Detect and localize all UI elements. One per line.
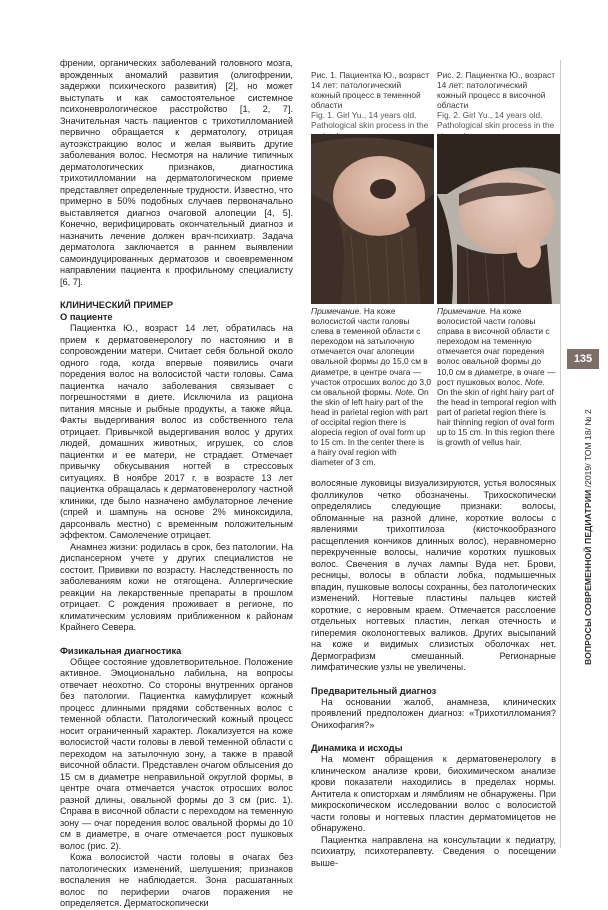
- dynamics-paragraph-2: Пациентка направлена на консультации к педиатру, психиатру, психотерапевту. Сведения о посещении выше-: [311, 834, 556, 868]
- figure-2-note-ru: На коже волосистой части головы справа в височной области с переходом на теменную отмечается очаг поредения волос овальной формы до 10,0 см в диаметре, в очаге — рост пушковых волос.: [437, 306, 556, 387]
- diagnosis-paragraph: На основании жалоб, анамнеза, клинических проявлений предположен диагноз: «Трихотилломания? Онихофагия?»: [311, 696, 556, 730]
- journal-title: ВОПРОСЫ СОВРЕМЕННОЙ ПЕДИАТРИИ: [583, 489, 593, 665]
- figure-1-note-en: On the skin of left hairy part of the head in parietal region with part of occipital region there is alopecia region of oval form up to 15 cm. In the center there is a hairy oval region with diameter of 3 cm.: [311, 386, 429, 468]
- figure-1-caption: [311, 70, 431, 141]
- figure-2-image: [437, 134, 560, 304]
- figure-2-note-en-label: Note.: [524, 376, 545, 387]
- trichoscopy-paragraph: волосяные луковицы визуализируются, устья волосяных фолликулов четко обозначены. Трихоскопически определялись следующие признаки: волосы, обломанные на разной длине, короткие волосы с явлениями трихоптилоза (кисточкообразного расщепления кончиков длинных волос), неравномерно перекрученные волосы, наличие коротких пушковых волос. Свечения в лучах лампы Вуда нет. Брови, ресницы, волосы в области лобка, подмышечных впадин, пушковые волосы сохранны, без патологических изменений. Ногтевые пластины пальцев кистей короткие, с неровным краем. Отмечается расслоение отдельных ногтевых пластин, легкая отечность и гиперемия околоногтевых валиков. Других высыпаний на коже и видимых слизистых оболочках нет. Дермографизм смешанный. Регионарные лимфатические узлы не увеличены.: [311, 478, 556, 672]
- figure-1-note: [311, 306, 431, 468]
- figure-2-note: [437, 306, 557, 447]
- figure-2-photo: [437, 134, 560, 304]
- running-head: [583, 409, 593, 665]
- figure-2-caption-ru: Рис. 2. Пациентка Ю., возраст 14 лет: патологический кожный процесс в височной области: [437, 70, 556, 111]
- figure-1-image: [311, 134, 434, 304]
- dynamics-heading: Динамика и исходы: [311, 743, 403, 753]
- figure-1-photo: [311, 134, 434, 304]
- figure-2-caption: [437, 70, 557, 141]
- journal-issue: /2019/ ТОМ 18/ № 2: [583, 409, 593, 488]
- patient-paragraph: Пациентка Ю., возраст 14 лет, обратилась на прием к дерматовенерологу по настоянию и в сопровождении матери. Считает себя больной около одного года, когда впервые появились очаги поредения волос на волосистой части головы. Сама пациентка начало заболевания связывает с погрешностями в диете. Исключила из рациона питания мясные и рыбные продукты, а также яйца. Факты выдергивания волос из собственного тела отрицает. Привычкой выдергивания волос у других людей, домашних животных, игрушек, со слов пациентки и ее матери, не страдает. Отмечает привычку обкусывания ногтей в стрессовых ситуациях. В ноябре 2017 г. в возрасте 13 лет пациентка обращалась к дерматовенерологу частной клиники, где было назначено амбулаторное лечение (спрей и шампунь на основе 2% миноксидила, дарсонваль местно) с временным положительным эффектом. Самолечение отрицает.: [60, 323, 293, 540]
- figure-2-note-label: Примечание.: [437, 306, 488, 316]
- preliminary-diagnosis-heading: Предварительный диагноз: [311, 685, 437, 696]
- clinical-example-heading: КЛИНИЧЕСКИЙ ПРИМЕР: [60, 300, 174, 310]
- right-column: [311, 478, 556, 869]
- figure-2-caption-en: Fig. 2. Girl Yu., 14 years old. Pathological skin process in the: [437, 110, 555, 131]
- exam-paragraph-2: Кожа волосистой части головы в очагах без патологических изменений, шелушения; признаков воспаления не наблюдается. Зона расшатанных волос по периферии очагов поражения не определяется. Дерматоскопически: [60, 852, 293, 908]
- patient-history-paragraph: Анамнез жизни: родилась в срок, без патологии. На диспансерном учете у других специалистов не состоит. Прививки по возрасту. Наследственность по заболеваниям кожи не отягощена. Аллергические реакции на лекарственные препараты в прошлом отрицает. С рождения проживает в регионе, по климатическим условиям приближенном к районам Крайнего Севера.: [60, 541, 293, 632]
- figure-2-note-en: On the skin of right hairy part of the head in temporal region with part of parietal region there is hair thinning region of oval form up to 15 cm. In this region there is growth of vellus hair.: [437, 386, 557, 448]
- margin-rule: [560, 60, 561, 848]
- figure-1-note-label: Примечание.: [311, 306, 362, 316]
- figure-1-note-ru: На коже волосистой части головы слева в теменной области с переходом на затылочную отмечается очаг алопеции овальной формы до 15,0 см в диаметре, в центре очага — участок отросших волос до 3,0 см овальной формы.: [311, 306, 432, 397]
- physical-exam-heading: Физикальная диагностика: [60, 645, 182, 656]
- about-patient-subheading: О пациенте: [60, 312, 113, 322]
- left-column: [60, 58, 293, 910]
- dynamics-paragraph: На момент обращения к дерматовенерологу в клиническом анализе крови, биохимическом анализе крови показатели находились в пределах нормы. Антитела к описторхам и лямблиям не обнаружены. При микроскопическом исследовании волос с волосистой части головы и ногтевых пластин дерматомицетов не обнаружено.: [311, 754, 556, 833]
- figure-1-caption-ru: Рис. 1. Пациентка Ю., возраст 14 лет: патологический кожный процесс в теменной области: [311, 70, 430, 111]
- intro-paragraph: френии, органических заболеваний головного мозга, врожденных аномалий развития (олигофрении, задержки психического развития) [2], но может выступать и как самостоятельное системное психоневрологическое расстройство [1, 2, 7]. Значительная часть пациентов с трихотилломанией первично обращается к дерматологу, отрицая аутоэкстракцию волос и желая выявить другие заболевания волос. Несмотря на наличие типичных дерматологических признаков, диагностика трихотилломании на дерматологическом приеме представляет определенные трудности. Известно, что примерно в 50% подобных случаев первоначально выставляется диагноз очаговой алопеции [4, 5]. Конечно, верифицировать окончательный диагноз и назначить лечение должен врач-психиатр. Задача дерматолога заключается в раннем выявлении самоиндуцированных дерматозов и своевременном направлении пациента к профильному специалисту [6, 7].: [60, 58, 293, 287]
- figure-1-note-en-label: Note.: [395, 386, 416, 397]
- exam-paragraph: Общее состояние удовлетворительное. Положение активное. Эмоционально лабильна, на вопросы отвечает неохотно. Со стороны внутренних органов без патологии. Пациентка камуфлирует кожный процесс длинными прядями собственных волос с теменной области. Патологический кожный процесс носит ограниченный характер. Локализуется на коже волосистой части головы в левой теменной области с переходом на затылочную зону, а также в правой височной области. Представлен очагом облысения до 15 см в диаметре неправильной округлой формы, в центре очага отмечается участок отросших волос разной длины, овальной формы до 3 см (рис. 1). Справа в височной области с переходом на теменную зону — очаг поредения волос овальной формы до 10 см в диаметре, в очаге отмечается рост пушковых волос (рис. 2).: [60, 656, 293, 851]
- figure-1-caption-en: Fig. 1. Girl Yu., 14 years old. Pathological skin process in the: [311, 110, 429, 131]
- page-number: 135: [567, 349, 599, 369]
